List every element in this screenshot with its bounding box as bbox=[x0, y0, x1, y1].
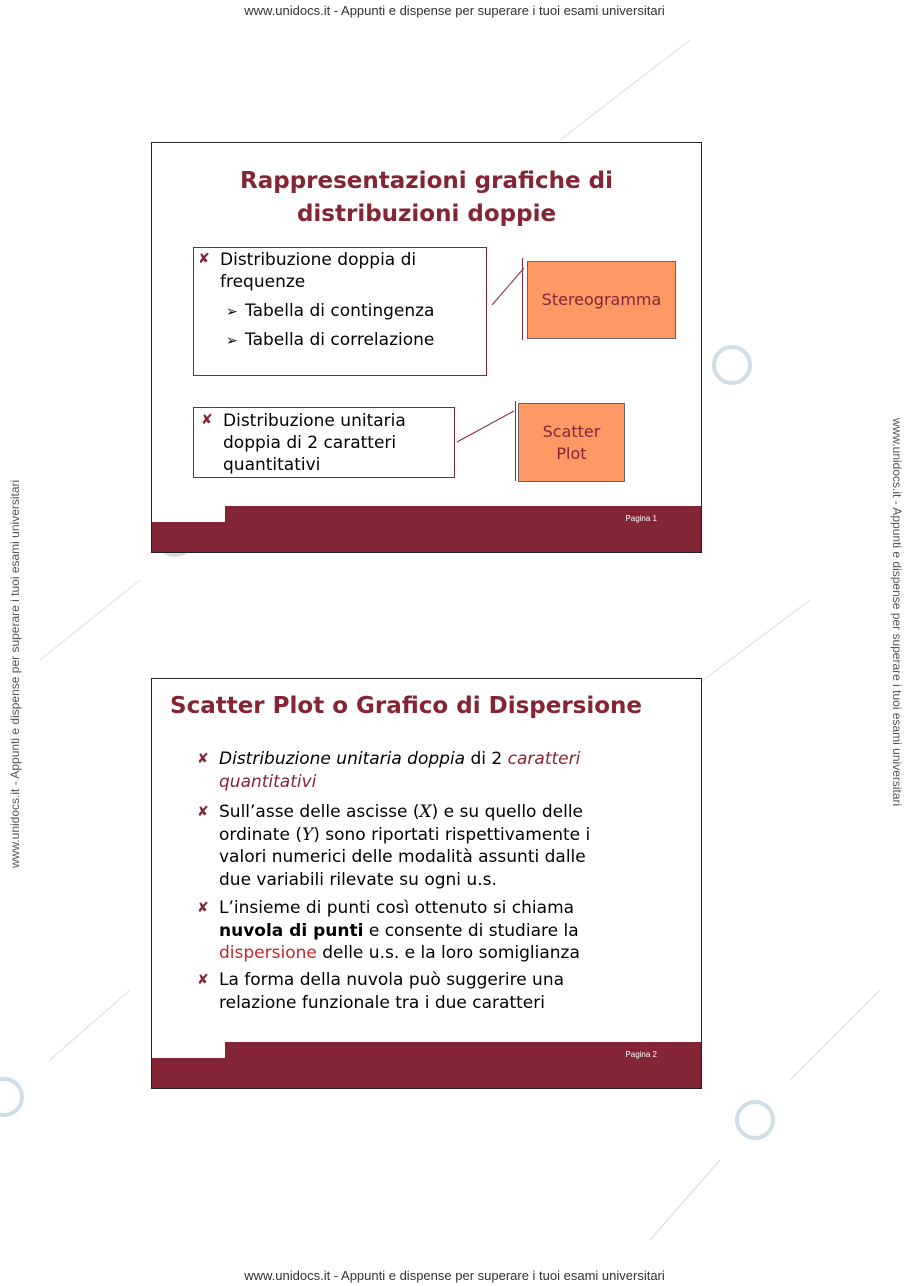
variable-x: X bbox=[419, 802, 432, 822]
arrow-bullet-icon: ➢ bbox=[226, 333, 238, 349]
bullet-1 bbox=[219, 748, 580, 793]
bullet-text: quantitativi bbox=[223, 455, 321, 475]
watermark-side-right: www.unidocs.it - Appunti e dispense per superare i tuoi esami universitari bbox=[890, 418, 904, 807]
bullet-x-icon: ✘ bbox=[197, 804, 209, 820]
bullet-3-text: delle u.s. e la loro somiglianza bbox=[316, 943, 580, 963]
slide-1-title-line-1: Rappresentazioni grafiche di bbox=[240, 168, 613, 194]
bullet-3-bold: nuvola di punti bbox=[219, 920, 364, 941]
watermark-header: www.unidocs.it - Appunti e dispense per superare i tuoi esami universitari bbox=[244, 3, 665, 18]
bullet-x-icon: ✘ bbox=[198, 251, 210, 267]
bullet-x-icon: ✘ bbox=[197, 900, 209, 916]
bullet-2-text: ) e su quello delle bbox=[431, 802, 584, 822]
bullet-1-plain: di 2 bbox=[465, 749, 508, 769]
bullet-3 bbox=[219, 897, 580, 965]
watermark-footer: www.unidocs.it - Appunti e dispense per superare i tuoi esami universitari bbox=[244, 1268, 665, 1283]
bullet-2-text: ) sono riportati rispettivamente i bbox=[313, 824, 591, 845]
bullet-4-text: La forma della nuvola può suggerire una bbox=[219, 970, 565, 990]
stereogramma-label: Stereogramma bbox=[541, 290, 662, 309]
slide-1-title-line-2: distribuzioni doppie bbox=[296, 201, 557, 227]
logo-icon bbox=[0, 1079, 22, 1115]
bullet-3-text: e consente di studiare la bbox=[363, 920, 579, 941]
scatter-plot-box bbox=[518, 403, 625, 482]
bullet-2-text: valori numerici delle modalità assunti dalle bbox=[219, 847, 586, 867]
connector-lines bbox=[152, 143, 701, 552]
bullet-2-text: Sull’asse delle ascisse ( bbox=[219, 802, 420, 822]
variable-y: Y bbox=[301, 824, 314, 845]
page-label: Pagina 1 bbox=[625, 514, 657, 523]
bullet-4 bbox=[219, 969, 564, 1014]
scatter-label-line-2: Plot bbox=[556, 443, 587, 463]
watermark-side-left: www.unidocs.it - Appunti e dispense per superare i tuoi esami universitari bbox=[8, 479, 22, 868]
bullet-1-italic: Distribuzione unitaria doppia bbox=[219, 749, 466, 769]
unitary-distribution-box bbox=[193, 407, 455, 478]
bullet-4-text: relazione funzionale tra i due caratteri bbox=[219, 992, 545, 1013]
bracket-line bbox=[515, 401, 516, 481]
bullet-x-icon: ✘ bbox=[197, 972, 209, 988]
sub-item-contingency-table: Tabella di contingenza bbox=[245, 301, 435, 321]
bullet-3-red: dispersione bbox=[219, 943, 317, 963]
slide-1 bbox=[151, 142, 702, 553]
bullet-2-text: due variabili rilevate su ogni u.s. bbox=[219, 869, 497, 890]
logo-icon bbox=[737, 1102, 773, 1138]
bullet-1-accent-2: quantitativi bbox=[219, 771, 317, 792]
bullet-x-icon: ✘ bbox=[201, 412, 213, 428]
slide-2 bbox=[151, 678, 702, 1089]
bullet-text: doppia di 2 caratteri bbox=[223, 433, 397, 453]
bracket-line bbox=[522, 258, 523, 340]
footer-bar bbox=[152, 522, 701, 552]
bullet-3-text: L’insieme di punti così ottenuto si chiama bbox=[219, 898, 575, 918]
page-label: Pagina 2 bbox=[625, 1050, 657, 1059]
stereogramma-box bbox=[527, 261, 676, 339]
sub-item-correlation-table: Tabella di correlazione bbox=[245, 330, 435, 350]
bullet-1-accent-1: caratteri bbox=[507, 749, 581, 769]
logo-icon bbox=[714, 347, 750, 383]
bullet-text: Distribuzione unitaria bbox=[223, 411, 406, 431]
footer-bar bbox=[152, 1058, 701, 1088]
bullet-x-icon: ✘ bbox=[197, 751, 209, 767]
bullet-text: frequenze bbox=[220, 272, 306, 292]
arrow-bullet-icon: ➢ bbox=[226, 304, 238, 320]
bullet-text: Distribuzione doppia di bbox=[220, 250, 417, 270]
bullet-2 bbox=[219, 801, 590, 891]
bullet-2-text: ordinate ( bbox=[219, 824, 302, 845]
slide-2-title: Scatter Plot o Grafico di Dispersione bbox=[170, 693, 643, 719]
scatter-label-line-1: Scatter bbox=[542, 421, 601, 441]
